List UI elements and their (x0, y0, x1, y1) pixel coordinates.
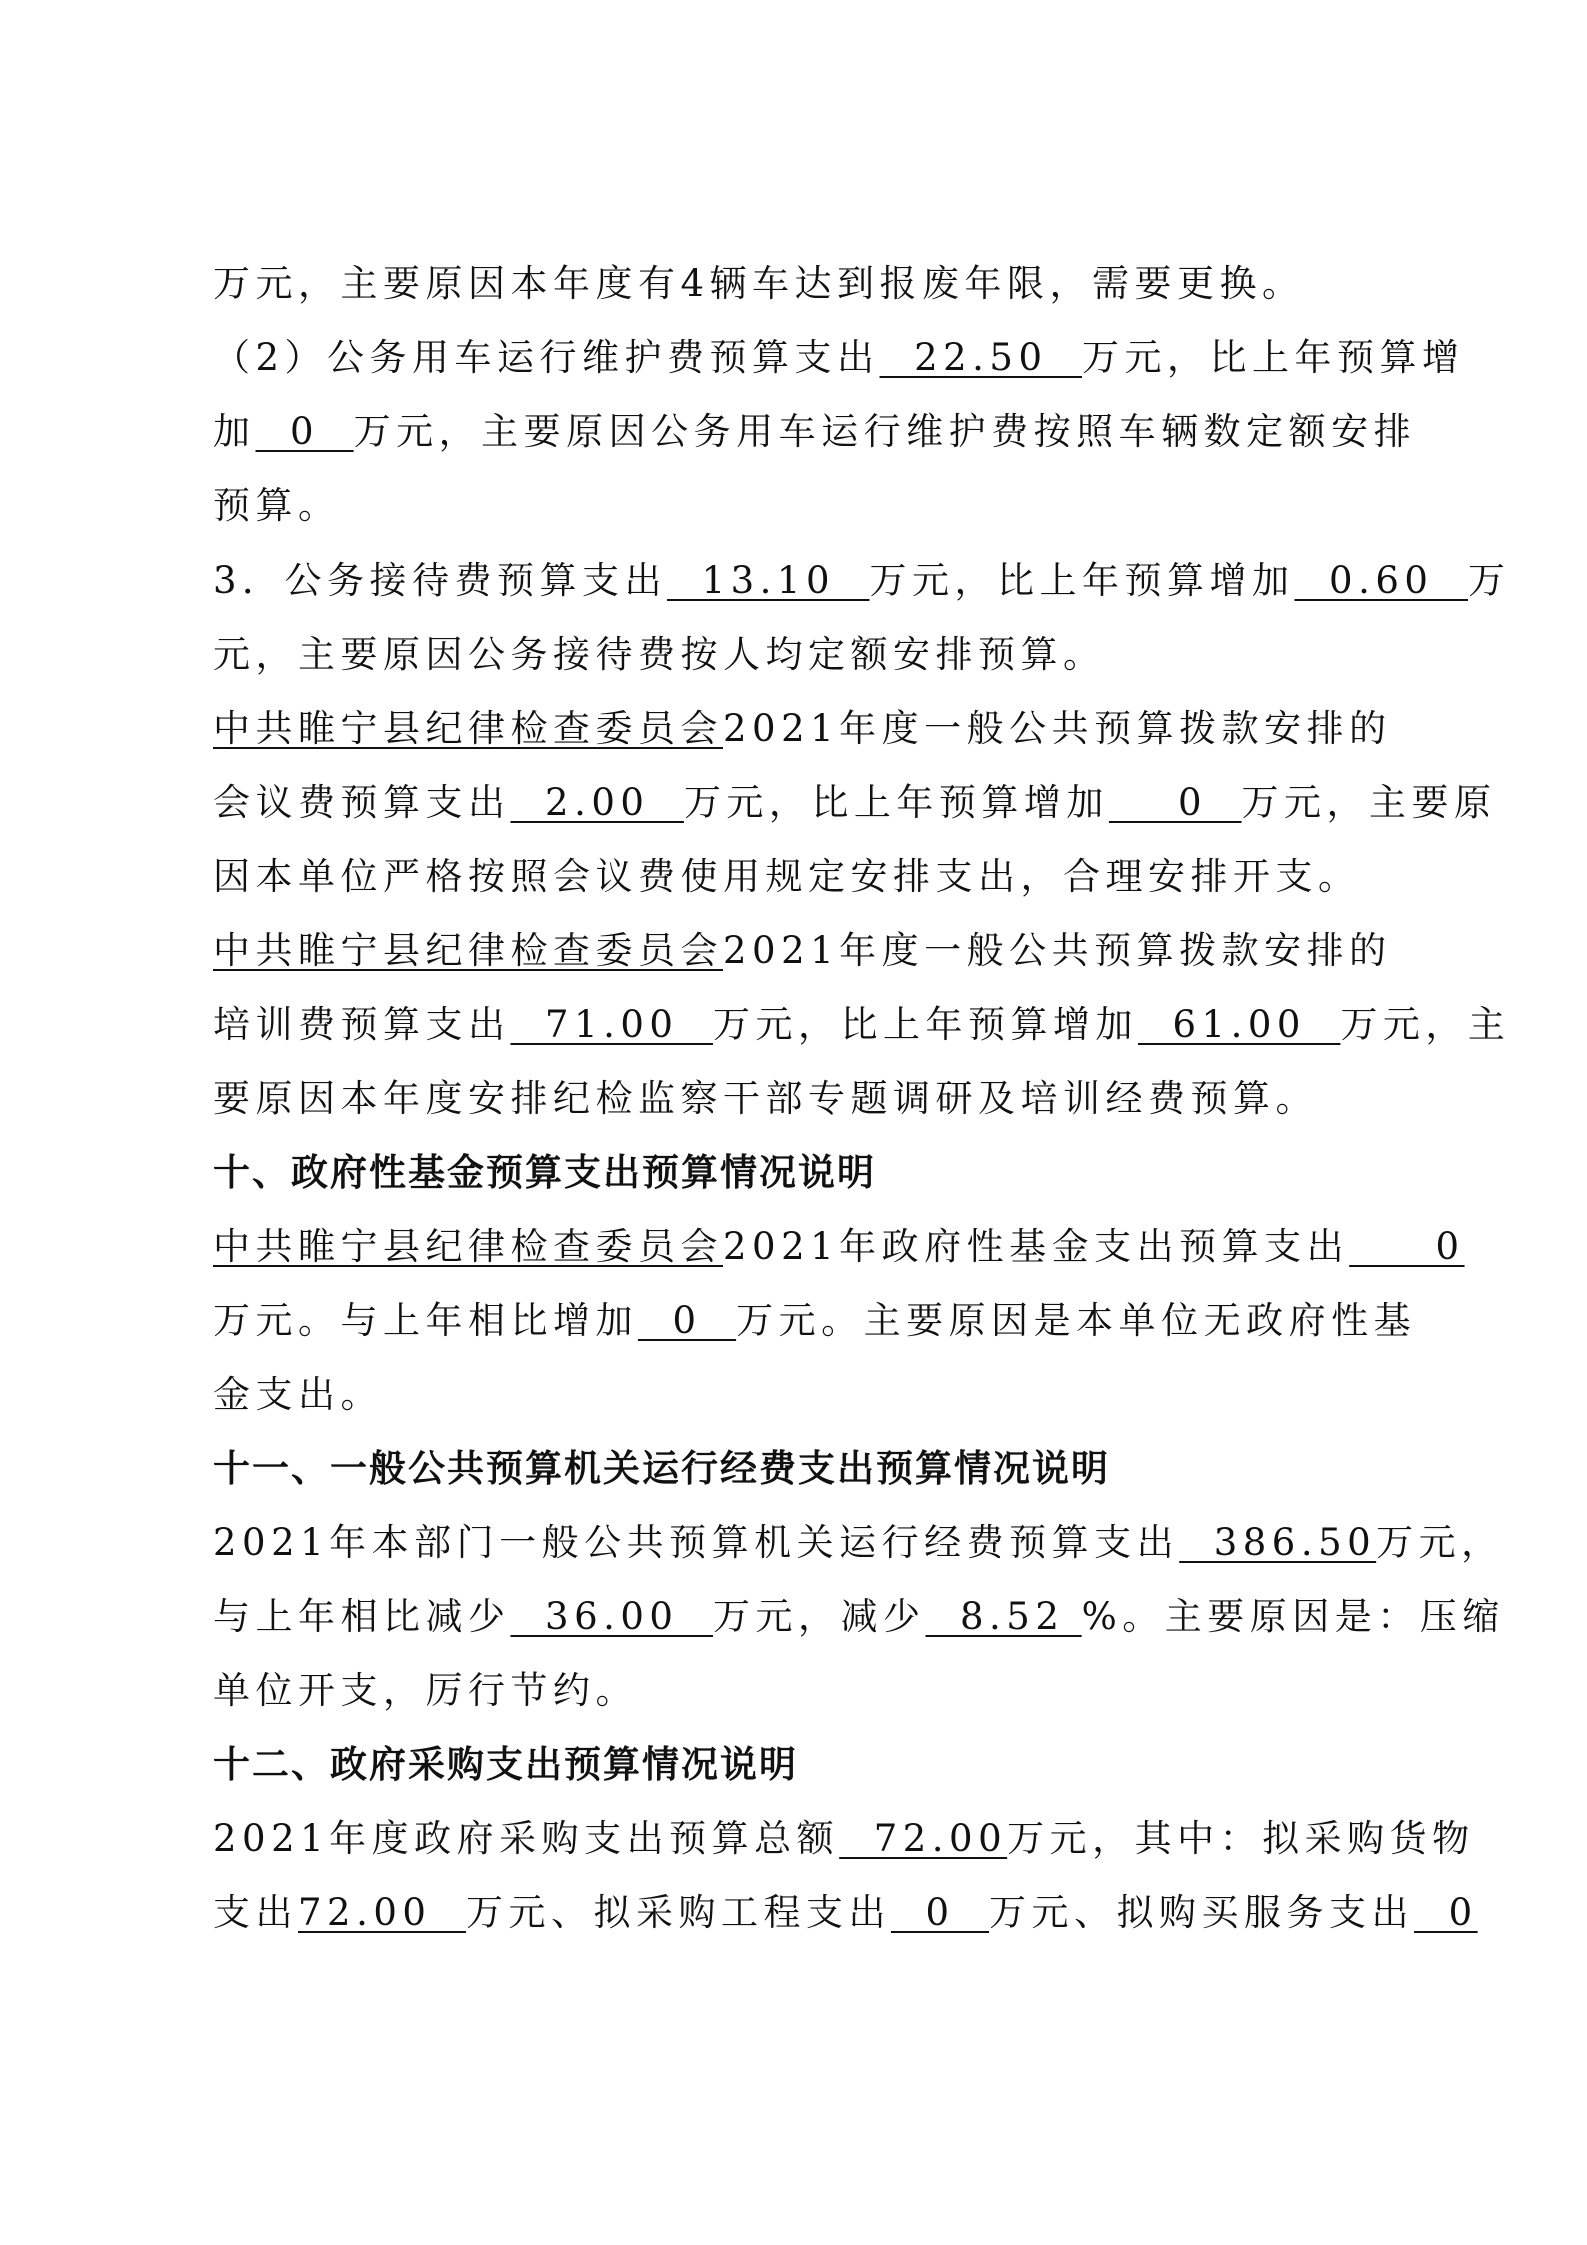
text-segment: 万元，主要原因本年度有4辆车达到报废年限，需要更换。 (213, 262, 1305, 305)
underlined-text: 0.60 (1294, 559, 1468, 602)
text-line (213, 555, 1510, 607)
underlined-text: 0 (255, 410, 354, 453)
underlined-text: 中共睢宁县纪律检查委员会 (213, 929, 723, 972)
underlined-text: 22.50 (879, 336, 1083, 379)
text-line (213, 1591, 1505, 1643)
text-segment: 元，主要原因公务接待费按人均定额安排预算。 (213, 633, 1106, 676)
text-line (213, 777, 1497, 829)
text-line (213, 1887, 1478, 1939)
text-line (213, 258, 1305, 310)
text-segment: 万元，主要原因公务用车运行维护费按照车辆数定额安排 (353, 410, 1417, 453)
text-line (213, 480, 341, 532)
text-segment: 万 (1467, 559, 1511, 602)
text-line (213, 1221, 1465, 1273)
underlined-text: 8.52 (925, 1595, 1082, 1638)
underlined-text: 0 (638, 1299, 737, 1342)
underlined-text: 71.00 (510, 1003, 713, 1046)
section-heading (213, 1443, 1110, 1495)
text-segment: 万元，主要原 (1241, 781, 1497, 824)
text-segment: 万元。主要原因是本单位无政府性基 (736, 1299, 1417, 1342)
text-segment: 万元，比上年预算增 (1082, 336, 1465, 379)
text-line (213, 1813, 1475, 1865)
section-heading (213, 1739, 798, 1791)
text-line (213, 925, 1392, 977)
underlined-text: 0 (1108, 781, 1242, 824)
text-segment: 2021年本部门一般公共预算机关运行经费预算支出 (213, 1521, 1180, 1564)
text-segment: 十、政府性基金预算支出预算情况说明 (213, 1151, 876, 1194)
text-segment: 十一、一般公共预算机关运行经费支出预算情况说明 (213, 1447, 1110, 1490)
text-line (213, 1295, 1416, 1347)
text-segment: 培训费预算支出 (213, 1003, 511, 1046)
text-segment: 支出 (213, 1891, 298, 1934)
text-segment: %。主要原因是：压缩 (1081, 1595, 1505, 1638)
underlined-text: 0 (890, 1891, 990, 1934)
text-line (213, 703, 1392, 755)
text-segment: 万元， (1376, 1521, 1504, 1564)
underlined-text: 13.10 (667, 559, 870, 602)
text-segment: 金支出。 (213, 1373, 383, 1416)
text-segment: 万元、拟购买服务支出 (989, 1891, 1415, 1934)
underlined-text: 0 (1414, 1891, 1478, 1934)
underlined-text: 2.00 (510, 781, 684, 824)
text-segment: 万元，比上年预算增加 (683, 781, 1109, 824)
text-line (213, 1517, 1504, 1569)
underlined-text: 72.00 (839, 1817, 1008, 1860)
text-line (213, 1369, 383, 1421)
underlined-text: 中共睢宁县纪律检查委员会 (213, 707, 723, 750)
text-segment: 与上年相比减少 (213, 1595, 511, 1638)
text-segment: 万元。与上年相比增加 (213, 1299, 638, 1342)
text-line (213, 332, 1465, 384)
text-segment: 万元，主 (1340, 1003, 1511, 1046)
underlined-text: 72.00 (298, 1891, 466, 1934)
text-segment: （2）公务用车运行维护费预算支出 (213, 336, 880, 379)
text-segment: 2021年度一般公共预算拨款安排的 (723, 707, 1392, 750)
text-line (213, 851, 1361, 903)
text-segment: 因本单位严格按照会议费使用规定安排支出，合理安排开支。 (213, 855, 1361, 898)
text-line (213, 999, 1510, 1051)
underlined-text: 386.50 (1179, 1521, 1377, 1564)
text-segment: 3．公务接待费预算支出 (213, 559, 668, 602)
section-heading (213, 1147, 876, 1199)
underlined-text: 61.00 (1137, 1003, 1341, 1046)
text-segment: 十二、政府采购支出预算情况说明 (213, 1743, 798, 1786)
text-segment: 2021年度政府采购支出预算总额 (213, 1817, 840, 1860)
text-segment: 单位开支，厉行节约。 (213, 1669, 638, 1712)
text-segment: 会议费预算支出 (213, 781, 511, 824)
text-segment: 万元，比上年预算增加 (712, 1003, 1138, 1046)
text-segment: 万元、拟采购工程支出 (465, 1891, 891, 1934)
text-segment: 2021年政府性基金支出预算支出 (723, 1225, 1350, 1268)
text-segment: 万元，其中：拟采购货物 (1007, 1817, 1475, 1860)
underlined-text: 0 (1349, 1225, 1465, 1268)
text-segment: 万元，比上年预算增加 (869, 559, 1295, 602)
text-segment: 预算。 (213, 484, 341, 527)
text-line (213, 1073, 1318, 1125)
text-segment: 万元，减少 (712, 1595, 926, 1638)
text-line (213, 1665, 638, 1717)
text-line (213, 629, 1106, 681)
underlined-text: 36.00 (510, 1595, 713, 1638)
text-segment: 2021年度一般公共预算拨款安排的 (723, 929, 1392, 972)
underlined-text: 中共睢宁县纪律检查委员会 (213, 1225, 723, 1268)
text-line (213, 406, 1416, 458)
text-segment: 要原因本年度安排纪检监察干部专题调研及培训经费预算。 (213, 1077, 1318, 1120)
text-segment: 加 (213, 410, 256, 453)
